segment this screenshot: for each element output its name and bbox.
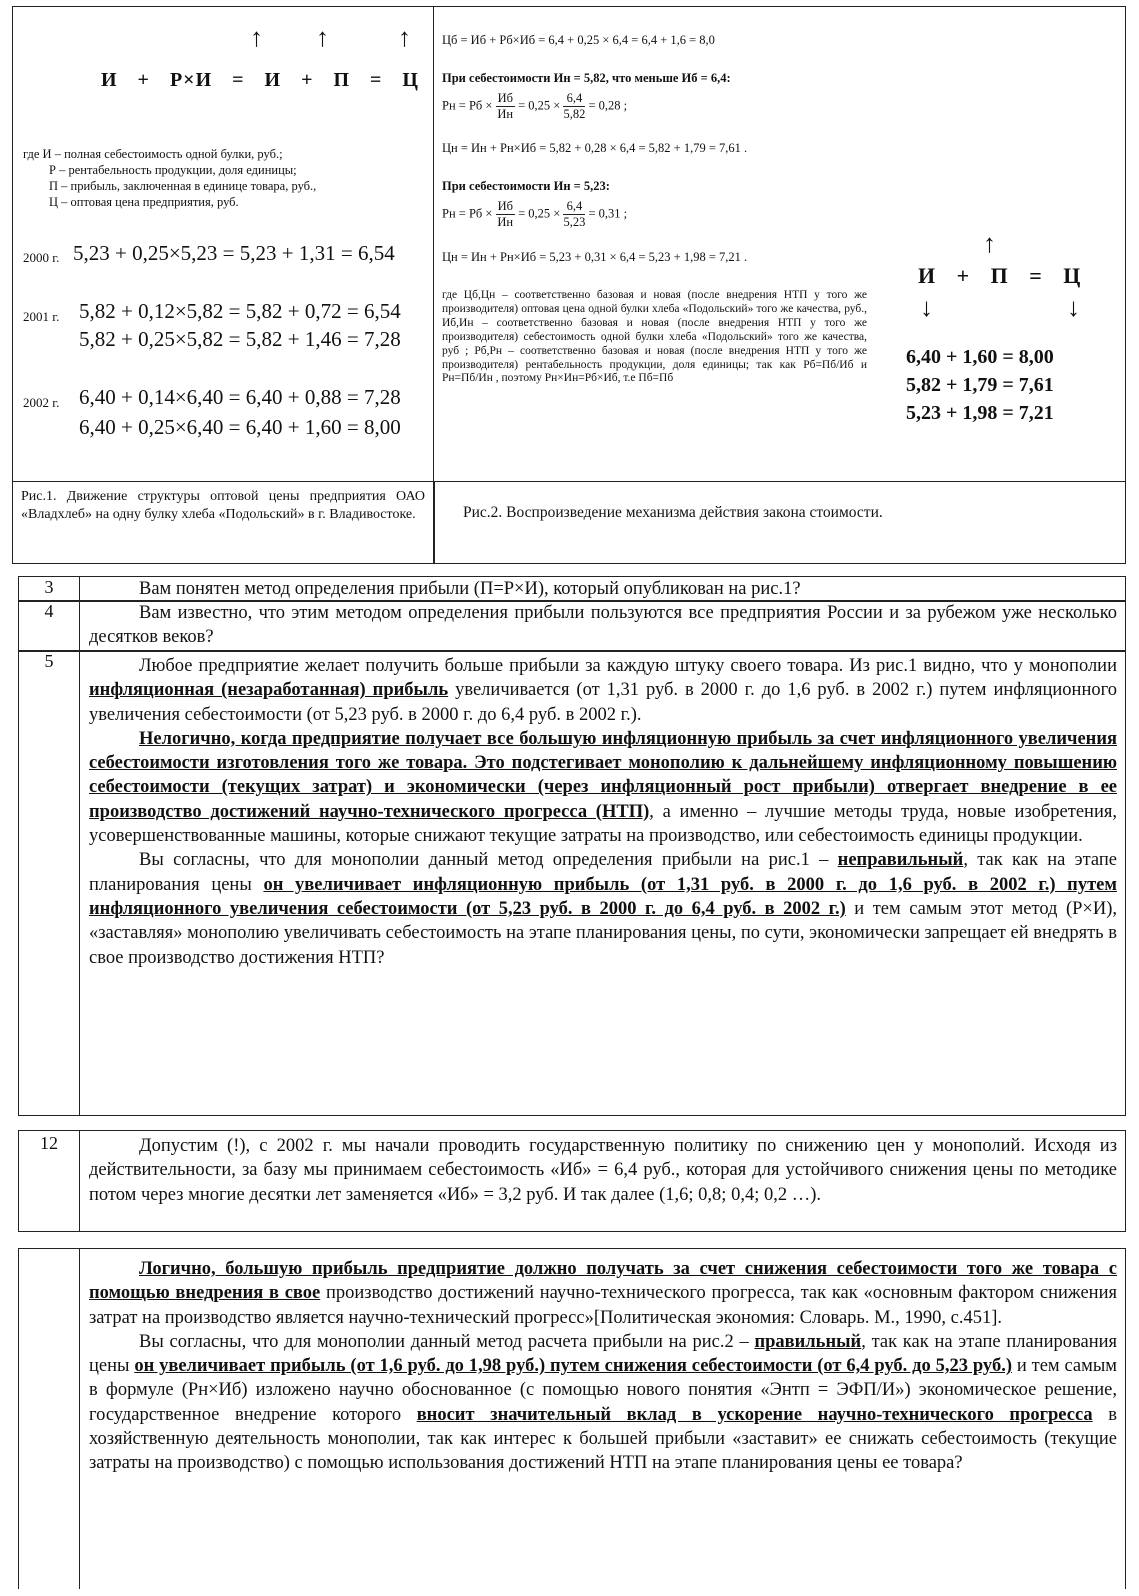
fig2-rentability-2: Pн = Рб × $\frac{Иб}{Ин}$ = 0,25 × $\frac{6,4}{5,23}$ = 0,31 ; [442, 199, 628, 229]
row-number: 12 [19, 1131, 80, 1231]
equation-2000: 5,23 + 0,25×5,23 = 5,23 + 1,31 = 6,54 [73, 241, 395, 265]
year-2001: 2001 г. [23, 309, 60, 324]
figure-2-panel [434, 7, 1124, 481]
fig2-heading-1: При себестоимости Ин = 5,82, что меньше Иб = 6,4: [442, 71, 731, 85]
fig2-result-2: 5,82 + 1,79 = 7,61 [906, 374, 1054, 396]
arrow-down-icon: ↓ [920, 293, 933, 322]
fig2-legend: где Цб,Цн – соответственно базовая и новая (после внедрения НТП у того же производителя) оптовая цена одной булки хлеба «Подольский» того же качества, руб., Иб,Ин – соответственно базовая и новая (после внедрения НТП у того же производителя) себестоимость одной булки хлеба «Подольский» того же качества, руб ; Рб,Рн – соответственно базовая и новая (после внедрения НТП у того же производителя) рентабельность продукции, доля единицы; так как Рб=Пб/Иб и Рн=Пб/Ин , поэтому Рн×Ин=Рб×Иб, т.е Пб=Пб [442, 289, 867, 385]
fig1-legend-3: П – прибыль, заключенная в единице товара, руб., [49, 179, 317, 193]
equation-2002-b: 6,40 + 0,25×6,40 = 6,40 + 1,60 = 8,00 [79, 415, 401, 439]
fig1-legend-2: Р – рентабельность продукции, доля единицы; [49, 163, 297, 177]
question-text: Допустим (!), с 2002 г. мы начали проводить государственную политику по снижению цен у монополий. Исходя из действительности, за базу мы принимаем себестоимость «Иб» = 6,4 руб., которая для устойчивого снижения цены по методике потом через многие десятки лет заменяется «Иб» = 3,2 руб. И так далее (1,6; 0,8; 0,4; 0,2 …). [89, 1136, 1117, 1205]
question-row-12 [18, 1130, 1126, 1232]
year-2002: 2002 г. [23, 395, 60, 410]
arrow-up-icon: ↑ [250, 23, 263, 52]
fig2-result-1: 6,40 + 1,60 = 8,00 [906, 346, 1054, 368]
fig2-price-1: Цн = Ин + Рн×Иб = 5,82 + 0,28 × 6,4 = 5,82 + 1,79 = 7,61 . [442, 141, 748, 155]
fig1-caption: Рис.1. Движение структуры оптовой цены предприятия ОАО «Владхлеб» на одну булку хлеба «Подольский» в г. Владивостоке. [21, 489, 425, 522]
row-number: 4 [19, 601, 80, 651]
fig2-rentability-1: Pн = Рб × $\frac{Иб}{Ин}$ = 0,25 × $\frac{6,4}{5,82}$ = 0,28 ; [442, 91, 628, 121]
arrow-down-icon: ↓ [1067, 293, 1080, 322]
fig2-formula: И + П = Ц [918, 263, 1082, 288]
fig1-formula: И + Р×И = И + П = Ц [101, 69, 419, 91]
fig1-legend-4: Ц – оптовая цена предприятия, руб. [49, 195, 239, 209]
figure-captions [13, 481, 1125, 564]
question-text: Вам известно, что этим методом определения прибыли пользуются все предприятия России и за рубежом уже несколько десятков веков? [89, 603, 1117, 648]
caption-divider [433, 482, 435, 564]
fig2-price-2: Цн = Ин + Рн×Иб = 5,23 + 0,31 × 6,4 = 5,23 + 1,98 = 7,21 . [442, 250, 748, 264]
arrow-up-icon: ↑ [398, 23, 411, 52]
figure-1-panel [13, 7, 434, 481]
row-number [19, 1249, 80, 1589]
row-number: 3 [19, 577, 80, 601]
arrow-up-icon: ↑ [983, 229, 996, 258]
fig2-base-price: Цб = Иб + Рб×Иб = 6,4 + 0,25 × 6,4 = 6,4 + 1,6 = 8,0 [442, 33, 715, 47]
fig2-caption: Рис.2. Воспроизведение механизма действия закона стоимости. [463, 504, 883, 521]
question-row-continued [18, 1248, 1126, 1589]
year-2000: 2000 г. [23, 250, 60, 265]
question-row-5 [18, 650, 1126, 1116]
question-text: Любое предприятие желает получить больше прибыли за каждую штуку своего товара. Из рис.1 видно, что у монополии инфляционная (незаработанная) прибыль увеличивается (от 1,31 руб. в 2000 г. до 1,6 руб. в 2002 г.) путем инфляционного увеличения себестоимости (от 5,23 руб. в 2000 г. до 6,4 руб. в 2002 г.). Нелогично, когда предприятие получает все большую инфляционную прибыль за счет инфляционного увеличения себестоимости изготовления того же товара. Это подстегивает монополию к дальнейшему инфляционному повышению себестоимости (текущих затрат) и экономически (через инфляционный рост прибыли) отвергает внедрение в ее производство достижений научно-технического прогресса (НТП), а именно – лучшие методы труда, новые изобретения, усовершенствованные машины, которые снижают текущие затраты на производство, или себестоимость единицы продукции. Вы согласны, что для монополии данный метод определения прибыли на рис.1 – неправильный, так как на этапе планирования цены он увеличивает инфляционную прибыль (от 1,31 руб. в 2000 г. до 1,6 руб. в 2002 г.) путем инфляционного увеличения себестоимости (от 5,23 руб. в 2000 г. до 6,4 руб. в 2002 г.) и тем самым этот метод (Р×И), «заставляя» монополию увеличивать себестоимость на этапе планирования цены, по сути, экономически запрещает ей внедрять в свое производство достижения НТП? [89, 656, 1117, 968]
row-number: 5 [19, 651, 80, 1115]
fig2-results [906, 343, 1054, 427]
question-row-3 [18, 576, 1126, 602]
question-text: Логично, большую прибыль предприятие должно получать за счет снижения себестоимости того же товара с помощью внедрения в свое производство достижений научно-технического прогресса, так как «основным фактором снижения затрат на производство является научно-технический прогресс»[Политическая экономия: Словарь. М., 1990, с.451]. Вы согласны, что для монополии данный метод расчета прибыли на рис.2 – правильный, так как на этапе планирования цены он увеличивает прибыль (от 1,6 руб. до 1,98 руб.) путем снижения себестоимости (от 6,4 руб. до 5,23 руб.) и тем самым в формуле (Рн×Иб) изложено научно обоснованное (с помощью нового понятия «Энтп = ЭФП/И») экономическое решение, государственное внедрение которого вносит значительный вклад в ускорение научно-технического прогресса в хозяйственную деятельность монополии, так как интерес к большей прибыли «заставит» ее снижать себестоимость (текущие затраты на производство) с помощью использования достижений НТП на этапе планирования цены ее товара? [89, 1259, 1117, 1474]
fig2-heading-2: При себестоимости Ин = 5,23: [442, 179, 610, 193]
figure-table [12, 6, 1126, 564]
arrow-up-icon: ↑ [316, 23, 329, 52]
fig1-legend-1: где И – полная себестоимость одной булки, руб.; [23, 147, 283, 161]
question-text: Вам понятен метод определения прибыли (П=Р×И), который опубликован на рис.1? [139, 579, 801, 599]
fig2-result-3: 5,23 + 1,98 = 7,21 [906, 402, 1054, 424]
equation-2001-b: 5,82 + 0,25×5,82 = 5,82 + 1,46 = 7,28 [79, 327, 401, 351]
question-row-4 [18, 600, 1126, 652]
equation-2002-a: 6,40 + 0,14×6,40 = 6,40 + 0,88 = 7,28 [79, 385, 401, 409]
equation-2001-a: 5,82 + 0,12×5,82 = 5,82 + 0,72 = 6,54 [79, 299, 401, 323]
